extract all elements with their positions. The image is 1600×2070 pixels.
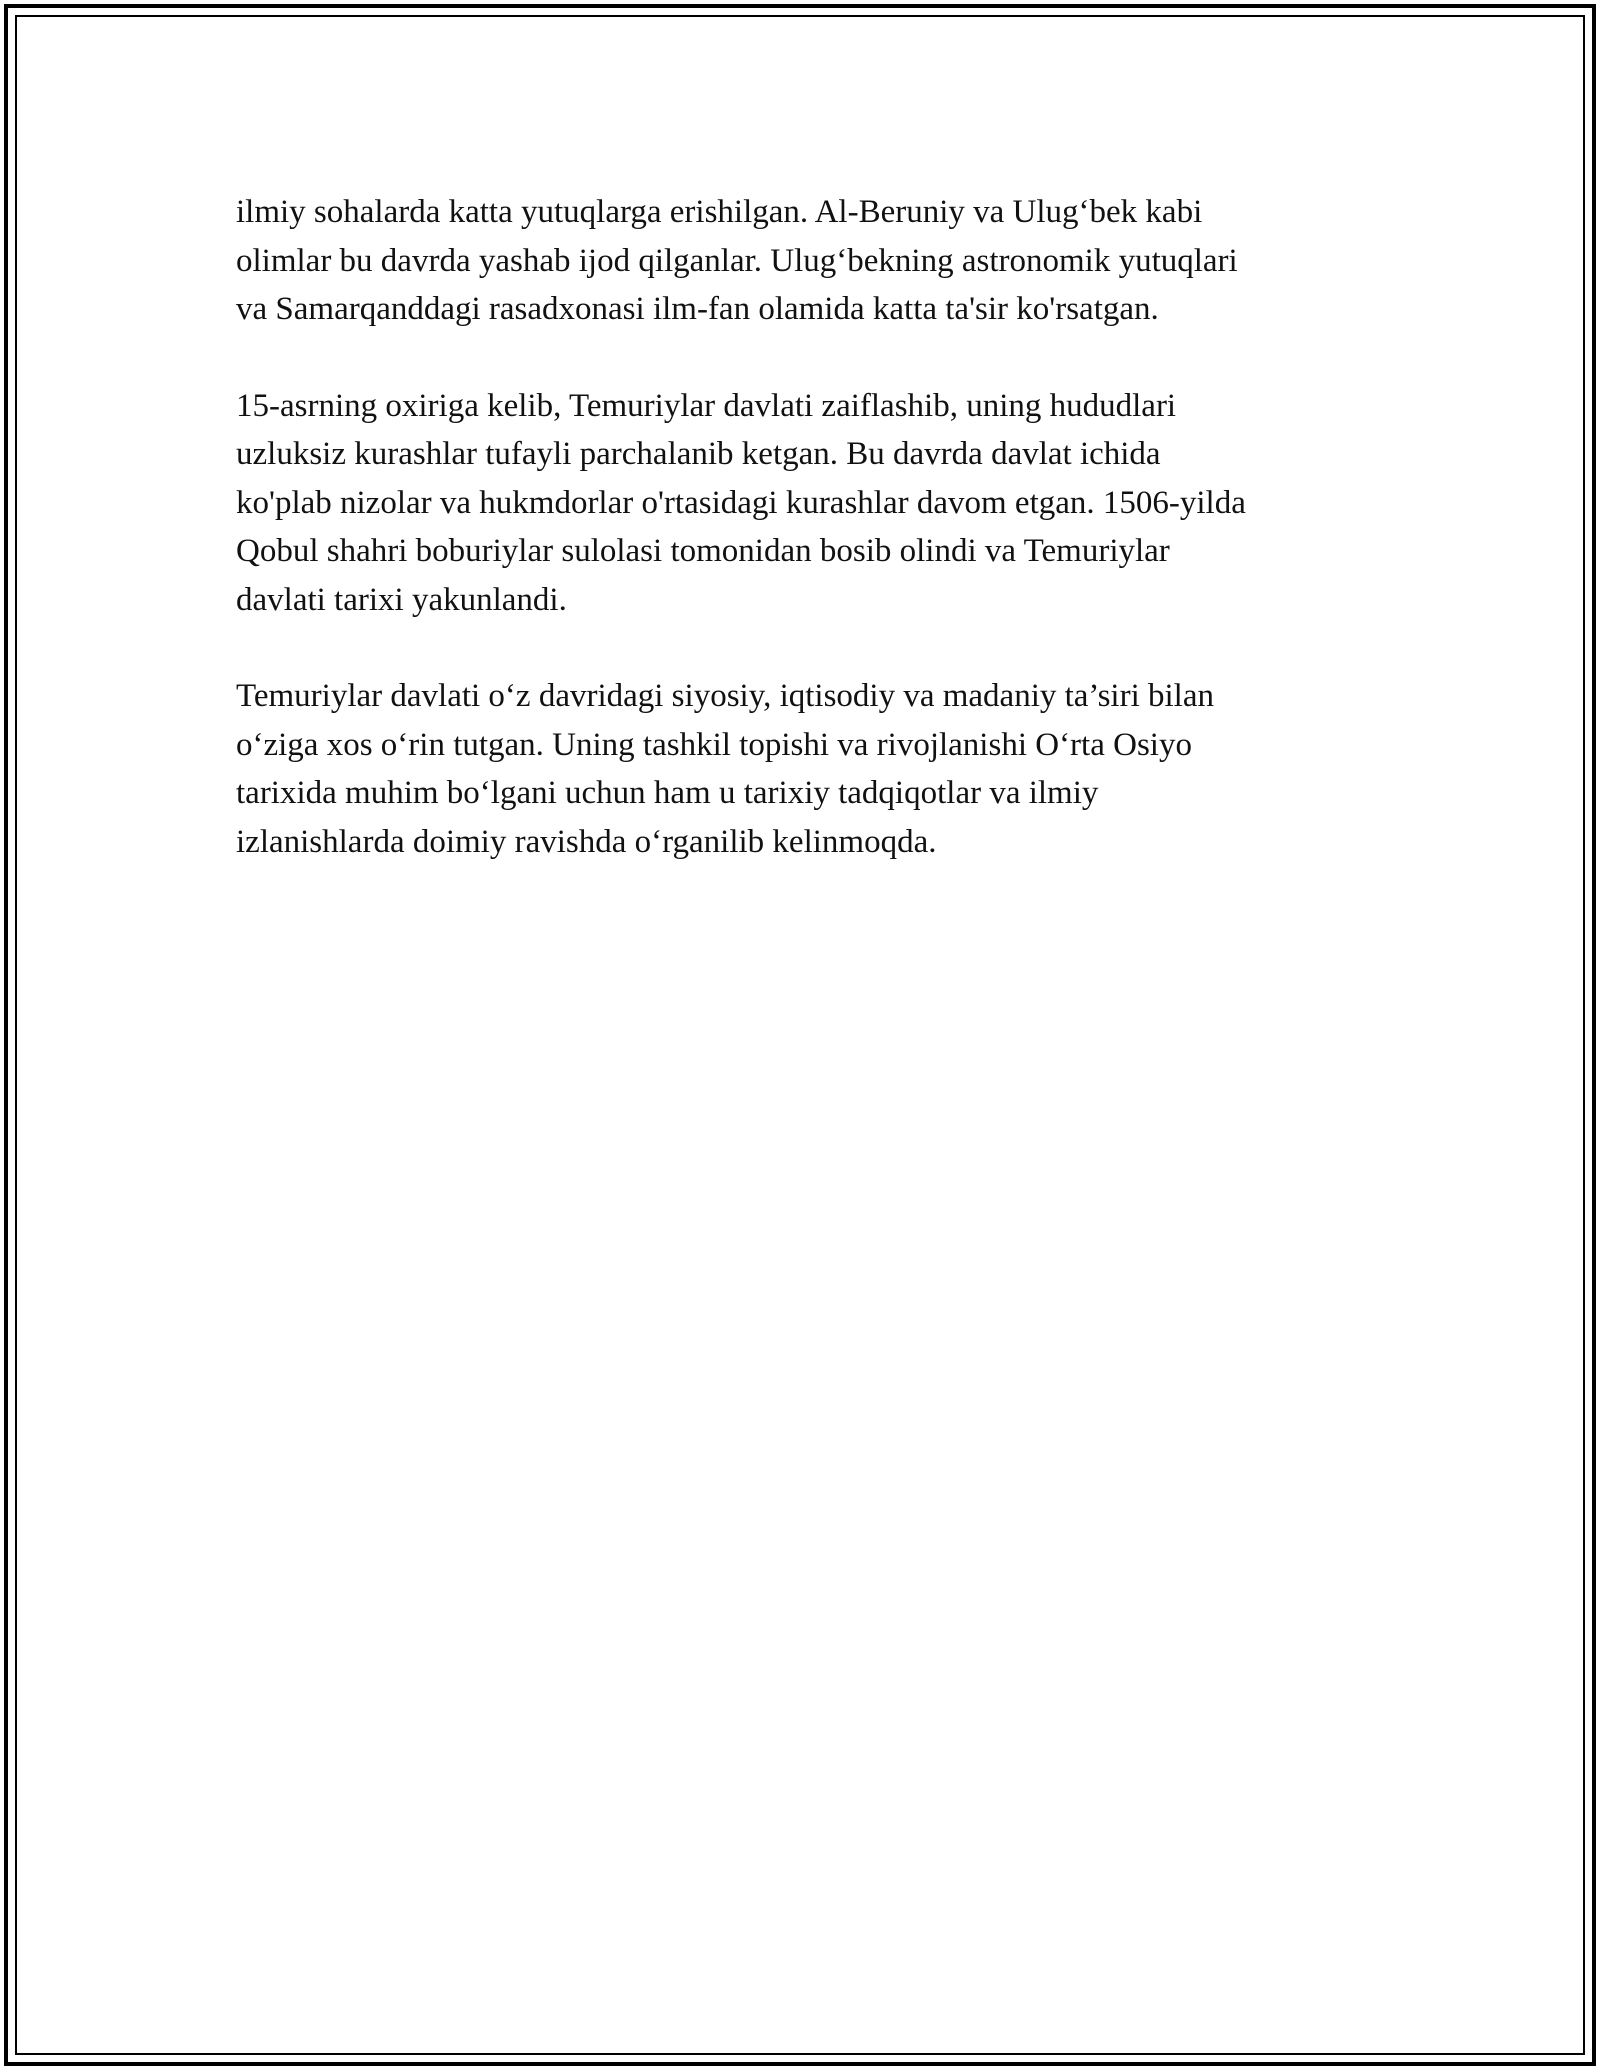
text-line: ko'plab nizolar va hukmdorlar o'rtasidagi kurashlar davom etgan. 1506-yilda [236, 484, 1246, 521]
paragraph-2 [236, 382, 1366, 625]
paragraph-1 [236, 188, 1366, 334]
text-line: davlati tarixi yakunlandi. [236, 581, 567, 618]
text-line: izlanishlarda doimiy ravishda o‘rganilib kelinmoqda. [236, 823, 937, 860]
text-line: Temuriylar davlati o‘z davridagi siyosiy, iqtisodiy va madaniy ta’siri bilan [236, 678, 1214, 714]
text-line: olimlar bu davrda yashab ijod qilganlar. Ulug‘bekning astronomik yutuqlari [236, 242, 1238, 279]
document-body [236, 188, 1366, 914]
text-line: uzluksiz kurashlar tufayli parchalanib ketgan. Bu davrda davlat ichida [236, 436, 1161, 472]
text-line: o‘ziga xos o‘rin tutgan. Uning tashkil topishi va rivojlanishi O‘rta Osiyo [236, 726, 1192, 763]
text-line: Qobul shahri boburiylar sulolasi tomonidan bosib olindi va Temuriylar [236, 533, 1170, 569]
text-line: tarixida muhim bo‘lgani uchun ham u tarixiy tadqiqotlar va ilmiy [236, 775, 1099, 811]
paragraph-3 [236, 672, 1366, 866]
text-line: va Samarqanddagi rasadxonasi ilm-fan olamida katta ta'sir ko'rsatgan. [236, 291, 1159, 327]
text-line: 15-asrning oxiriga kelib, Temuriylar davlati zaiflashib, uning hududlari [236, 387, 1177, 424]
text-line: ilmiy sohalarda katta yutuqlarga erishilgan. Al-Beruniy va Ulug‘bek kabi [236, 194, 1203, 230]
